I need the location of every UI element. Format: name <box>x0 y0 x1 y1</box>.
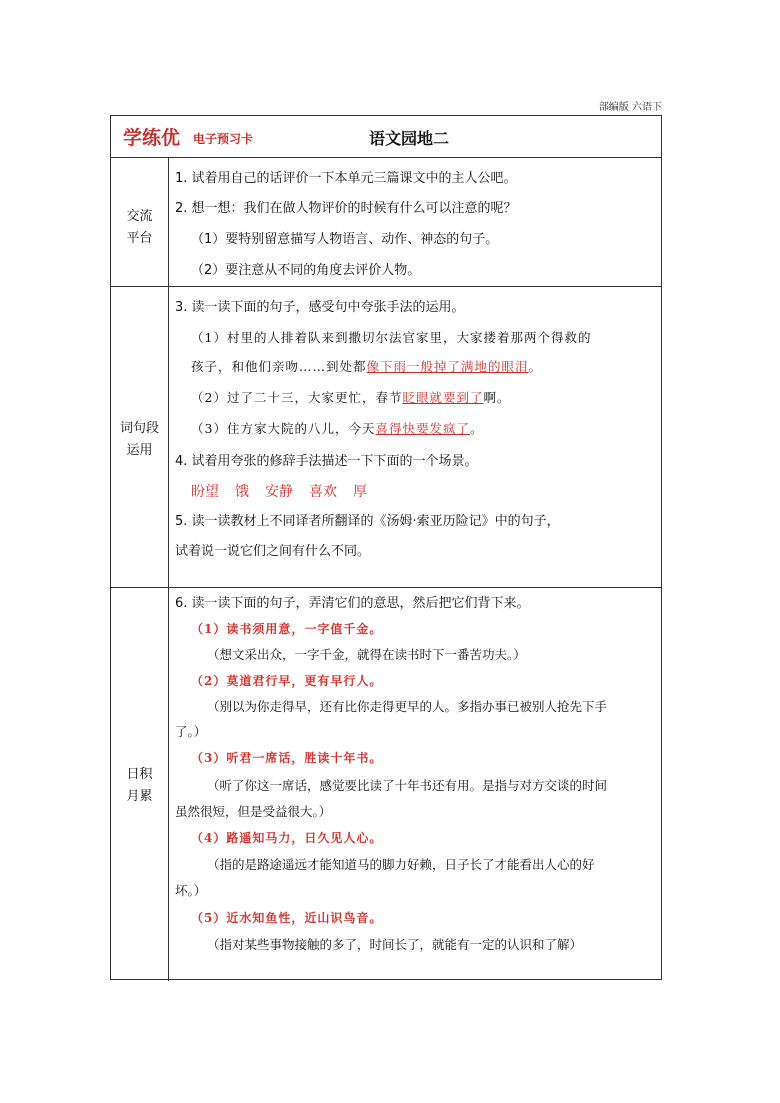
sentence-3-3: （3）住方家大院的八儿，今天喜得快要发疯了。 <box>191 421 484 436</box>
proverb-4-explanation-line1: （指的是路途遥远才能知道马的脚力好赖，日子长了才能看出人心的好 <box>207 857 595 872</box>
question-6: 6. 读一读下面的句子，弄清它们的意思，然后把它们背下来。 <box>175 596 530 611</box>
question-1: 1. 试着用自己的话评价一下本单元三篇课文中的主人公吧。 <box>175 171 517 186</box>
hyperbole-highlight-3: 喜得快要发疯了 <box>375 421 470 436</box>
question-5-line1: 5. 读一读教材上不同译者所翻译的《汤姆·索亚历险记》中的句子， <box>175 514 560 529</box>
answer-2-2: （2）要注意从不同的角度去评价人物。 <box>191 263 421 278</box>
hyperbole-highlight-2: 眨眼就要到了 <box>402 390 484 405</box>
scene-word: 饿 <box>235 484 249 500</box>
brand-logo-text: 学练优 <box>123 127 181 149</box>
section-label-exchange: 交流 平台 <box>126 209 153 246</box>
proverb-1-explanation: （想文采出众，一字千金，就得在读书时下一番苦功夫。） <box>207 647 526 662</box>
sentence-3-1-line1: （1）村里的人排着队来到撒切尔法官家里，大家搂着那两个得救的 <box>191 330 592 345</box>
answer-2-1: （1）要特别留意描写人物语言、动作、神态的句子。 <box>191 232 499 247</box>
worksheet-table <box>110 115 662 980</box>
section-label-usage: 词句段 运用 <box>119 421 159 458</box>
proverb-5-explanation: （指对某些事物接触的多了，时间长了，就能有一定的认识和了解） <box>207 937 583 952</box>
row-divider-2 <box>111 587 661 588</box>
proverb-5: （5）近水知鱼性，近山识鸟音。 <box>191 911 383 925</box>
scene-word: 盼望 <box>191 484 219 500</box>
proverb-2: （2）莫道君行早，更有早行人。 <box>191 674 383 688</box>
proverb-3-explanation-line1: （听了你这一席话，感觉要比读了十年书还有用。是指与对方交谈的时间 <box>207 778 608 793</box>
page-title: 语文园地二 <box>369 129 450 148</box>
section-label-accumulation: 日积 月累 <box>126 767 153 804</box>
row-divider-1 <box>111 286 661 287</box>
sentence-3-1-line2: 孩子，和他们亲吻……到处都像下雨一般掉了满地的眼泪。 <box>191 359 543 374</box>
brand-subtitle: 电子预习卡 <box>193 132 254 146</box>
scene-word: 喜欢 <box>309 484 337 500</box>
column-divider <box>168 158 169 981</box>
question-2: 2. 想一想：我们在做人物评价的时候有什么可以注意的呢？ <box>175 201 517 216</box>
scene-word-list <box>191 482 655 502</box>
edition-note: 部编版 六语下 <box>598 102 662 113</box>
scene-word: 厚 <box>353 484 367 500</box>
proverb-2-explanation-line2: 了。） <box>175 724 207 739</box>
proverb-3-explanation-line2: 虽然很短，但是受益很大。） <box>175 804 332 819</box>
title-row <box>111 116 661 158</box>
proverb-2-explanation-line1: （别以为你走得早，还有比你走得更早的人。多指办事已被别人抢先下手 <box>207 699 608 714</box>
scene-word: 安静 <box>265 484 293 500</box>
question-5-line2: 试着说一说它们之间有什么不同。 <box>175 544 371 559</box>
proverb-3: （3）听君一席话，胜读十年书。 <box>191 751 383 765</box>
proverb-4-explanation-line2: 坏。） <box>175 883 207 898</box>
question-3: 3. 读一读下面的句子，感受句中夸张手法的运用。 <box>175 300 465 315</box>
hyperbole-highlight-1: 像下雨一般掉了满地的眼泪 <box>366 359 529 374</box>
sentence-3-2: （2）过了二十三，大家更忙，春节眨眼就要到了啊。 <box>191 390 511 405</box>
proverb-1: （1）读书须用意，一字值千金。 <box>191 622 383 636</box>
question-4: 4. 试着用夸张的修辞手法描述一下下面的一个场景。 <box>175 454 478 469</box>
proverb-4: （4）路遥知马力，日久见人心。 <box>191 831 383 845</box>
